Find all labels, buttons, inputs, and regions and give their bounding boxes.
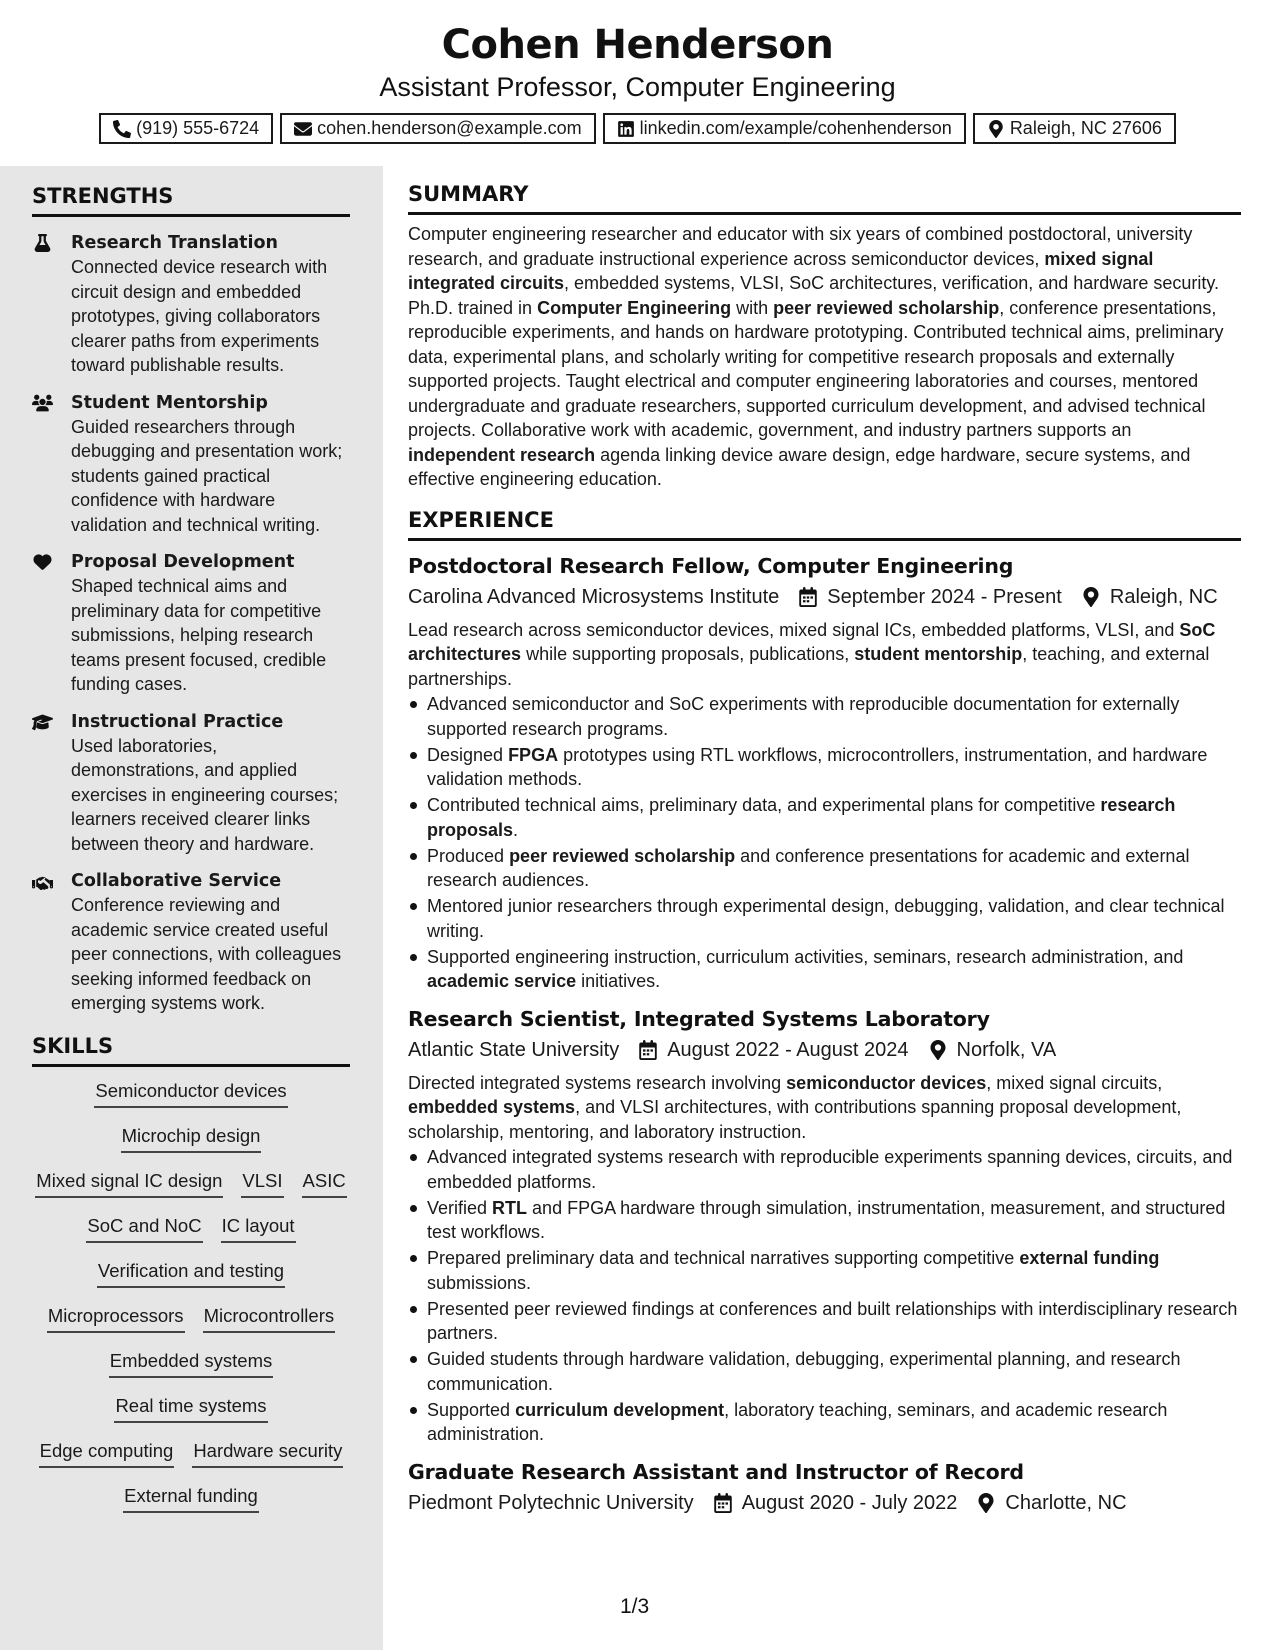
calendar-icon <box>639 1040 657 1060</box>
bold-text: external funding <box>1019 1248 1160 1268</box>
calendar-icon <box>799 587 817 607</box>
text-run: agenda linking device aware design, edge hardware, secure systems, and effective engineering education. <box>408 444 1191 489</box>
contact-text: cohen.henderson@example.com <box>317 118 582 138</box>
bold-text: peer reviewed scholarship <box>773 297 1000 318</box>
bullet-item <box>408 844 1241 893</box>
skill-row <box>32 1304 350 1333</box>
strength-name: Research Translation <box>71 233 278 253</box>
text-run: Produced <box>427 845 510 866</box>
skill-row <box>32 1214 350 1243</box>
job-meta <box>408 1035 1241 1065</box>
text-run: Advanced integrated systems research with reproducible experiments spanning devices, circuits, and embedded platforms. <box>427 1147 1233 1192</box>
skill-tag: IC layout <box>221 1214 296 1243</box>
bullet-item <box>408 692 1241 741</box>
skill-tag: Semiconductor devices <box>94 1079 287 1108</box>
text-run: Lead research across semiconductor devices, mixed signal ICs, embedded platforms, VLSI, and <box>408 619 1180 640</box>
summary-heading: SUMMARY <box>408 182 1241 215</box>
job-title: Research Scientist, Integrated Systems Laboratory <box>408 1006 990 1031</box>
skill-tag: Microcontrollers <box>203 1304 336 1333</box>
strength-item <box>32 231 350 378</box>
skill-row <box>32 1484 350 1513</box>
skill-row <box>32 1079 350 1108</box>
skill-row <box>32 1124 350 1153</box>
skill-row <box>32 1349 350 1378</box>
strength-name: Student Mentorship <box>71 392 268 413</box>
calendar-icon <box>714 1493 732 1513</box>
strength-item <box>32 391 350 538</box>
contact-text: (919) 555-6724 <box>136 118 260 138</box>
linkedin-icon <box>617 120 635 138</box>
text-run: prototypes using RTL workflows, microcontrollers, instrumentation, and hardware validation methods. <box>427 744 1208 789</box>
text-run: Verified <box>427 1197 493 1218</box>
skills-list <box>32 1079 350 1513</box>
text-run: , embedded systems, VLSI, SoC architectures, verification, and hardware security. Ph.D. trained in <box>408 273 1220 318</box>
text-run: Supported <box>427 1399 516 1420</box>
bold-text: FPGA <box>508 744 559 765</box>
job-entry <box>408 1457 1241 1518</box>
bullet-item <box>408 1145 1241 1194</box>
contact-email[interactable] <box>280 113 595 144</box>
job-bullets <box>408 1145 1241 1447</box>
bold-text: semiconductor devices <box>786 1072 987 1093</box>
text-run: Directed integrated systems research involving <box>408 1072 787 1093</box>
strengths-list <box>32 231 350 1016</box>
bullet-item <box>408 945 1241 994</box>
bold-text: Computer Engineering <box>537 297 732 318</box>
contact-linkedin[interactable] <box>603 113 966 144</box>
job-organization: Piedmont Polytechnic University <box>408 1491 694 1514</box>
map-pin-icon <box>1082 587 1100 607</box>
text-run: Contributed technical aims, preliminary data, and experimental plans for competitive <box>427 795 1101 815</box>
skill-tag: Embedded systems <box>109 1349 273 1378</box>
contact-location <box>973 113 1176 144</box>
summary-text <box>408 222 1241 492</box>
strengths-heading: STRENGTHS <box>32 184 350 217</box>
envelope-icon <box>294 120 312 138</box>
resume-header <box>0 0 1275 166</box>
strength-desc: Shaped technical aims and preliminary data for competitive submissions, helping research teams present focused, credible funding cases. <box>71 576 327 694</box>
job-entry <box>408 551 1241 994</box>
job-location: Raleigh, NC <box>1109 585 1218 608</box>
text-run: Supported engineering instruction, curriculum activities, seminars, research administration, and <box>427 946 1184 967</box>
strength-desc: Used laboratories, demonstrations, and applied exercises in engineering courses; learners received clearer links between theory and hardware. <box>71 735 339 854</box>
text-run: Advanced semiconductor and SoC experiments with reproducible documentation for externally supported research programs. <box>427 694 1180 739</box>
text-run: , teaching, and external partnerships. <box>408 644 1210 689</box>
skill-tag: Microprocessors <box>47 1304 185 1333</box>
skill-tag: Mixed signal IC design <box>35 1169 223 1198</box>
bullet-item <box>408 1246 1241 1295</box>
strength-item <box>32 869 350 1016</box>
job-description <box>408 618 1241 692</box>
bold-text: independent research <box>408 444 596 465</box>
job-dates: September 2024 - Present <box>827 585 1062 608</box>
text-run: . <box>513 819 519 840</box>
text-run: submissions. <box>427 1272 532 1293</box>
handshake-icon <box>32 872 53 890</box>
job-organization: Carolina Advanced Microsystems Institute <box>408 585 780 608</box>
bold-text: curriculum development <box>515 1399 725 1420</box>
text-run: and FPGA hardware through simulation, instrumentation, measurement, and structured test workflows. <box>427 1197 1226 1242</box>
skill-tag: External funding <box>123 1484 259 1513</box>
bold-text: mixed signal integrated circuits <box>408 248 1154 293</box>
bold-text: research proposals <box>427 795 1176 840</box>
contact-text: linkedin.com/example/cohenhenderson <box>639 118 952 138</box>
job-dates: August 2020 - July 2022 <box>741 1491 958 1514</box>
bullet-item <box>408 1347 1241 1396</box>
strength-desc: Connected device research with circuit design and embedded prototypes, giving collaborators clearer paths from experiments toward publishable results. <box>71 257 328 375</box>
strength-item <box>32 710 350 857</box>
bold-text: embedded systems <box>408 1097 576 1117</box>
skill-tag: Real time systems <box>114 1394 267 1423</box>
main-content <box>408 182 1241 1518</box>
bullet-item <box>408 1398 1241 1447</box>
job-meta <box>408 1488 1241 1518</box>
bullet-item <box>408 894 1241 943</box>
text-run: while supporting proposals, publications, <box>521 644 855 664</box>
contact-bar <box>0 113 1275 144</box>
strength-desc: Guided researchers through debugging and presentation work; students gained practical confidence with hardware validation and technical writing. <box>71 416 343 535</box>
map-pin-icon <box>987 120 1005 138</box>
text-run: Presented peer reviewed findings at conferences and built relationships with interdisciplinary research partners. <box>427 1298 1238 1343</box>
contact-text: Raleigh, NC 27606 <box>1009 118 1162 138</box>
skill-tag: Edge computing <box>39 1439 175 1468</box>
job-organization: Atlantic State University <box>408 1038 620 1061</box>
bullet-item <box>408 1297 1241 1346</box>
map-pin-icon <box>977 1493 995 1513</box>
candidate-title: Assistant Professor, Computer Engineering <box>379 72 896 102</box>
contact-phone[interactable] <box>99 113 273 144</box>
flask-icon <box>32 234 53 252</box>
strength-desc: Conference reviewing and academic service created useful peer connections, with colleagues seeking informed feedback on emerging systems work. <box>71 895 342 1013</box>
graduation-cap-icon <box>32 713 53 731</box>
bold-text: peer reviewed scholarship <box>509 845 736 866</box>
skill-tag: Microchip design <box>121 1124 262 1153</box>
strength-item <box>32 550 350 697</box>
text-run: , mixed signal circuits, <box>986 1072 1163 1093</box>
skill-row <box>32 1259 350 1288</box>
sidebar <box>0 166 383 1650</box>
text-run: Guided students through hardware validation, debugging, experimental planning, and research communication. <box>427 1349 1181 1394</box>
job-bullets <box>408 692 1241 994</box>
bold-text: SoC architectures <box>408 619 1216 664</box>
job-description <box>408 1071 1241 1145</box>
text-run: with <box>731 297 774 318</box>
job-entry <box>408 1004 1241 1447</box>
bold-text: RTL <box>492 1197 528 1218</box>
strength-name: Instructional Practice <box>71 711 284 732</box>
job-location: Charlotte, NC <box>1005 1491 1127 1514</box>
page-number: 1/3 <box>620 1595 650 1618</box>
job-title: Postdoctoral Research Fellow, Computer Engineering <box>408 553 1014 578</box>
skill-tag: Verification and testing <box>97 1259 285 1288</box>
map-pin-icon <box>929 1040 947 1060</box>
strength-name: Collaborative Service <box>71 871 282 891</box>
skill-row <box>32 1394 350 1423</box>
bullet-item <box>408 1196 1241 1245</box>
skill-tag: SoC and NoC <box>86 1214 202 1243</box>
job-dates: August 2022 - August 2024 <box>667 1038 909 1061</box>
heart-icon <box>32 553 53 571</box>
skill-tag: VLSI <box>241 1169 283 1198</box>
job-title: Graduate Research Assistant and Instructor of Record <box>408 1459 1024 1484</box>
users-icon <box>32 394 53 412</box>
text-run: Designed <box>427 744 509 765</box>
text-run: , laboratory teaching, seminars, and academic research administration. <box>427 1399 1168 1444</box>
text-run: Computer engineering researcher and educator with six years of combined postdoctoral, university research, and graduate instructional experience across semiconductor devices, <box>408 224 1193 269</box>
skill-tag: ASIC <box>302 1169 347 1198</box>
text-run: and conference presentations for academic and external research audiences. <box>427 845 1190 890</box>
text-run: Prepared preliminary data and technical narratives supporting competitive <box>427 1248 1020 1268</box>
text-run: , conference presentations, reproducible experiments, and hands on hardware prototyping. Contributed technical aims, preliminary data, experimental plans, and scholarly writing for competitive research proposals and externally supported projects. Taught electrical and computer engineering laboratories and courses, mentored undergraduate and graduate researchers, supported curriculum development, and advised technical projects. Collaborative work with academic, government, and industry partners supports an <box>408 297 1224 440</box>
text-run: , and VLSI architectures, with contributions spanning proposal development, scholarship, mentoring, and laboratory instruction. <box>408 1097 1182 1142</box>
bullet-item <box>408 743 1241 792</box>
experience-list <box>408 551 1241 1518</box>
text-run: initiatives. <box>576 971 661 991</box>
bullet-item <box>408 793 1241 842</box>
job-meta <box>408 582 1241 612</box>
skill-row <box>32 1439 350 1468</box>
skill-row <box>32 1169 350 1198</box>
bold-text: academic service <box>427 971 577 991</box>
candidate-name: Cohen Henderson <box>441 22 834 68</box>
bold-text: student mentorship <box>854 644 1023 664</box>
phone-icon <box>113 120 131 138</box>
text-run: Mentored junior researchers through experimental design, debugging, validation, and clear technical writing. <box>427 896 1225 941</box>
skills-heading: SKILLS <box>32 1034 350 1067</box>
skill-tag: Hardware security <box>192 1439 343 1468</box>
experience-heading: EXPERIENCE <box>408 508 1241 541</box>
strength-name: Proposal Development <box>71 552 295 572</box>
job-location: Norfolk, VA <box>956 1038 1057 1061</box>
